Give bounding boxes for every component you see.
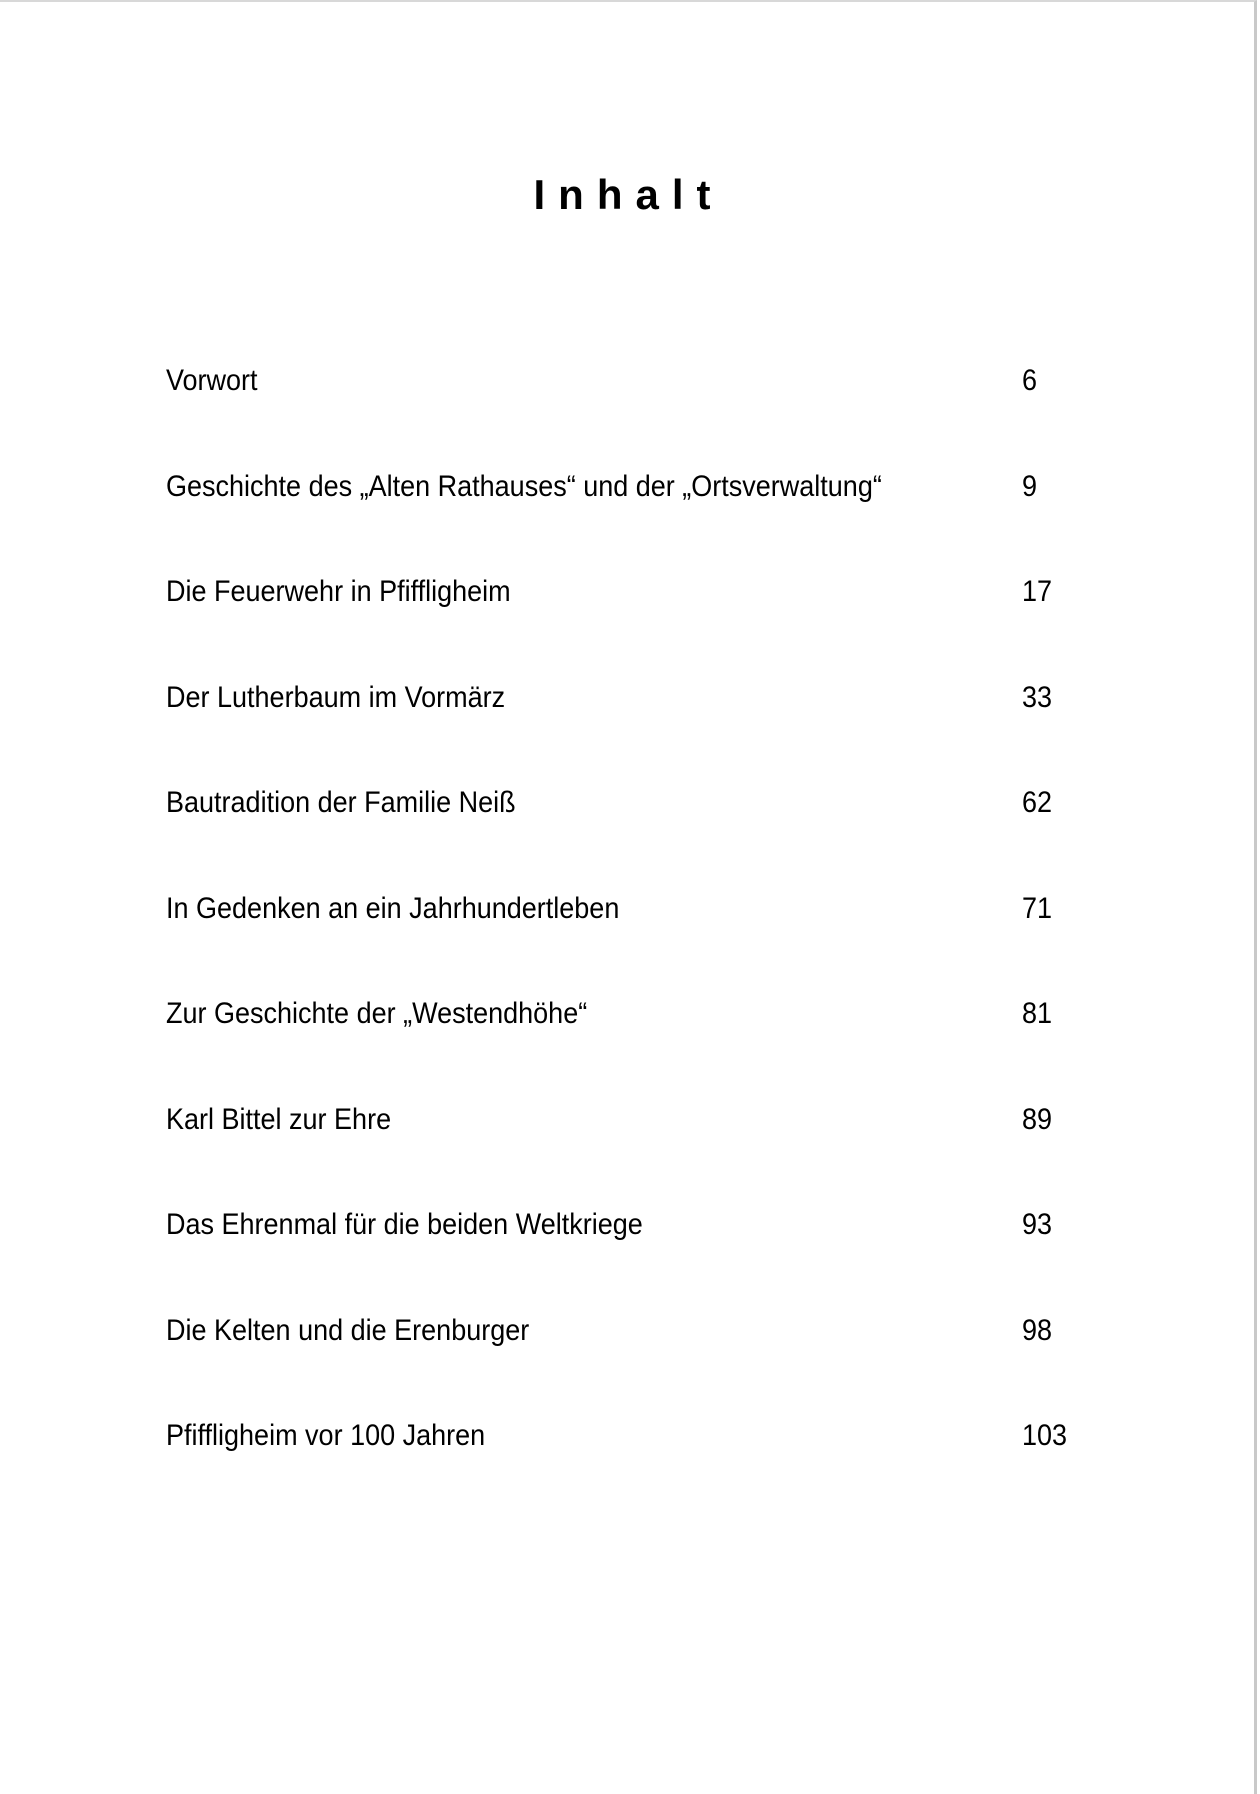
toc-entry-page: 62 — [1022, 786, 1053, 819]
toc-entry-page: 81 — [1022, 997, 1053, 1030]
toc-entry — [166, 1096, 1086, 1202]
toc-entry-title: Pfiffligheim vor 100 Jahren — [166, 1419, 486, 1452]
toc-entry-title: Geschichte des „Alten Rathauses“ und der „Ortsverwaltung“ — [166, 469, 882, 503]
toc-entry-title: Die Kelten und die Erenburger — [166, 1313, 530, 1347]
toc-entry-title: Karl Bittel zur Ehre — [166, 1102, 392, 1136]
toc-entry-title: Vorwort — [166, 364, 258, 397]
toc-entry-title: In Gedenken an ein Jahrhundertleben — [166, 891, 620, 925]
toc-entry-page: 93 — [1022, 1208, 1053, 1241]
toc-entry-page: 71 — [1022, 891, 1053, 925]
toc-entry — [166, 568, 1086, 674]
toc-entry — [166, 1201, 1086, 1307]
toc-entry-title: Das Ehrenmal für die beiden Weltkriege — [166, 1208, 643, 1241]
toc-entry — [166, 779, 1086, 885]
toc-entry-page: 17 — [1022, 575, 1053, 608]
toc-entry — [166, 1412, 1086, 1518]
toc-entry-page: 33 — [1022, 680, 1053, 714]
toc-entry — [166, 885, 1086, 991]
toc-entry — [166, 990, 1086, 1096]
toc-entry-title: Zur Geschichte der „Westendhöhe“ — [166, 997, 588, 1030]
toc-entry — [166, 674, 1086, 780]
toc-entry-page: 89 — [1022, 1102, 1053, 1136]
page-title: Inhalt — [533, 171, 724, 218]
toc-entry-page: 98 — [1022, 1313, 1053, 1347]
toc-entry-page: 9 — [1022, 469, 1038, 503]
toc-entry-title: Die Feuerwehr in Pfiffligheim — [166, 575, 511, 608]
toc-entry-title: Der Lutherbaum im Vormärz — [166, 680, 506, 714]
toc-entry-title: Bautradition der Familie Neiß — [166, 786, 516, 819]
table-of-contents — [166, 357, 1086, 1518]
toc-entry-page: 6 — [1022, 364, 1038, 397]
toc-entry — [166, 1307, 1086, 1413]
toc-entry — [166, 463, 1086, 569]
toc-entry-page: 103 — [1022, 1419, 1068, 1452]
toc-entry — [166, 357, 1086, 463]
